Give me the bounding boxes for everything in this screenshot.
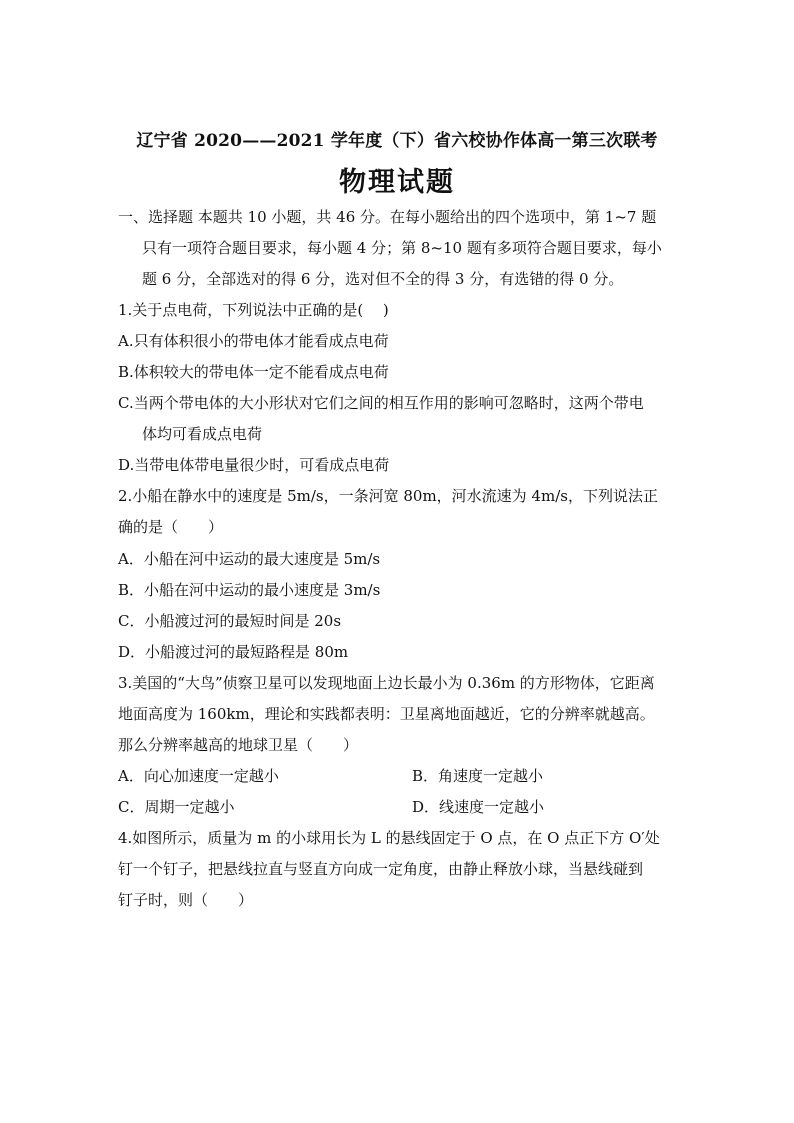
question-3-stem-cont: 地面高度为 160km，理论和实践都表明：卫星离地面越近，它的分辨率就越高。 bbox=[118, 705, 655, 723]
question-3-option-c: C．周期一定越小 bbox=[118, 798, 235, 816]
question-1-option-c-cont: 体均可看成点电荷 bbox=[142, 425, 263, 443]
question-1-option-d: D.当带电体带电量很少时，可看成点电荷 bbox=[118, 456, 390, 474]
section-intro-line: 一、选择题 本题共 10 小题，共 46 分。在每小题给出的四个选项中，第 1~7 题 bbox=[118, 208, 657, 226]
question-2-stem: 2.小船在静水中的速度是 5m/s，一条河宽 80m，河水流速为 4m/s，下列说法正 bbox=[118, 487, 658, 505]
question-1-stem: 1.关于点电荷，下列说法中正确的是( ) bbox=[118, 301, 389, 319]
question-2-option-d: D．小船渡过河的最短路程是 80m bbox=[118, 643, 349, 661]
subject-title: 物理试题 bbox=[339, 167, 455, 198]
question-1-option-c: C.当两个带电体的大小形状对它们之间的相互作用的影响可忽略时，这两个带电 bbox=[118, 394, 644, 412]
question-1-option-b: B.体积较大的带电体一定不能看成点电荷 bbox=[118, 363, 389, 381]
question-2-option-a: A．小船在河中运动的最大速度是 5m/s bbox=[118, 550, 381, 568]
question-3-option-b: B．角速度一定越小 bbox=[412, 767, 544, 785]
exam-title: 辽宁省 2020——2021 学年度（下）省六校协作体高一第三次联考 bbox=[136, 131, 658, 151]
question-2-option-c: C．小船渡过河的最短时间是 20s bbox=[118, 612, 342, 630]
section-intro-line: 只有一项符合题目要求，每小题 4 分；第 8~10 题有多项符合题目要求，每小 bbox=[142, 239, 662, 257]
question-3-stem-cont: 那么分辨率越高的地球卫星（ ） bbox=[118, 736, 359, 754]
question-3-option-d: D．线速度一定越小 bbox=[412, 798, 545, 816]
question-4-stem: 4.如图所示，质量为 m 的小球用长为 L 的悬线固定于 O 点，在 O 点正下方 O′处 bbox=[118, 829, 660, 847]
question-2-stem-cont: 确的是（ ） bbox=[118, 518, 224, 536]
question-2-option-b: B．小船在河中运动的最小速度是 3m/s bbox=[118, 581, 381, 599]
question-4-stem-cont: 钉子时，则（ ） bbox=[118, 891, 254, 909]
question-3-option-a: A．向心加速度一定越小 bbox=[118, 767, 279, 785]
question-1-option-a: A.只有体积很小的带电体才能看成点电荷 bbox=[118, 332, 389, 350]
question-4-stem-cont: 钉一个钉子，把悬线拉直与竖直方向成一定角度，由静止释放小球，当悬线碰到 bbox=[118, 860, 644, 878]
section-intro-line: 题 6 分，全部选对的得 6 分，选对但不全的得 3 分，有选错的得 0 分。 bbox=[142, 270, 624, 288]
question-3-stem: 3.美国的“大鸟”侦察卫星可以发现地面上边长最小为 0.36m 的方形物体，它距离 bbox=[118, 674, 655, 692]
